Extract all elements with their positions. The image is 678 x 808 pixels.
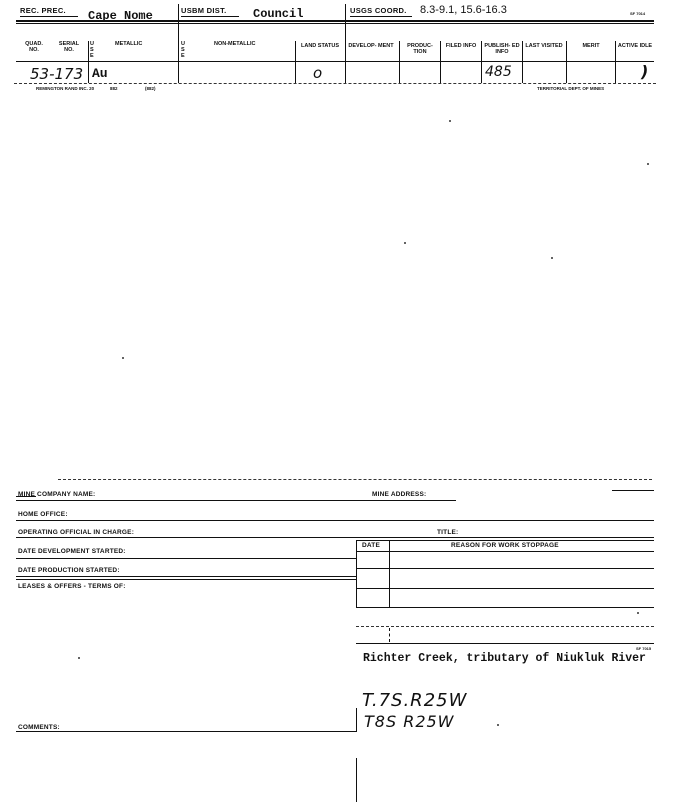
use-letters-metallic: U S E bbox=[90, 41, 94, 59]
published-info-value: 485 bbox=[485, 64, 512, 80]
printer-code-2: (882) bbox=[145, 86, 156, 91]
production-header: PRODUC- TION bbox=[407, 43, 433, 55]
merit-header: MERIT bbox=[582, 43, 600, 49]
usbm-dist-label: USBM DIST. bbox=[181, 6, 227, 15]
land-status-value: o bbox=[313, 64, 323, 82]
township-range-2: T8S R25W bbox=[364, 712, 455, 731]
last-visited-header: LAST VISITED bbox=[525, 43, 563, 49]
rec-prec-value: Cape Nome bbox=[88, 9, 153, 23]
metallic-header: METALLIC bbox=[115, 41, 143, 47]
title-label: TITLE: bbox=[437, 529, 459, 536]
record-bottom-rule bbox=[14, 83, 656, 84]
home-office-label: HOME OFFICE: bbox=[18, 511, 68, 518]
township-range-1: T.7S.R25W bbox=[362, 690, 468, 711]
quad-no-header: QUAD. NO. bbox=[25, 41, 43, 53]
metallic-value: Au bbox=[92, 66, 108, 81]
mine-address-label: MINE ADDRESS: bbox=[372, 491, 427, 498]
active-idle-value: ) bbox=[641, 62, 649, 81]
usbm-dist-underline bbox=[181, 16, 239, 17]
printer-code: 882 bbox=[110, 86, 118, 91]
usgs-coord-label: USGS COORD. bbox=[350, 6, 407, 15]
non-metallic-header: NON-METALLIC bbox=[214, 41, 256, 47]
filed-info-header: FILED INFO bbox=[445, 43, 477, 49]
use-letters-nonmetallic: U S E bbox=[181, 41, 185, 59]
header-rule bbox=[16, 20, 654, 22]
reason-column-header: REASON FOR WORK STOPPAGE bbox=[451, 542, 559, 549]
land-status-header: LAND STATUS bbox=[301, 43, 339, 49]
column-header-rule bbox=[16, 61, 654, 62]
comments-label: COMMENTS: bbox=[18, 724, 60, 731]
usgs-coord-underline bbox=[350, 16, 412, 17]
development-header: DEVELOP- MENT bbox=[348, 43, 394, 49]
usbm-dist-value: Council bbox=[253, 7, 304, 21]
operating-official-label: OPERATING OFFICIAL IN CHARGE: bbox=[18, 529, 135, 536]
usgs-coord-value: 8.3-9.1, 15.6-16.3 bbox=[420, 4, 507, 16]
mine-company-label: MINE COMPANY NAME: bbox=[18, 491, 96, 498]
location-description: Richter Creek, tributary of Niukluk River bbox=[363, 652, 646, 665]
quad-serial-value: 53-173 bbox=[30, 65, 84, 83]
form-number-bottom: SF 7015 bbox=[636, 646, 652, 651]
active-idle-header: ACTIVE IDLE bbox=[617, 43, 653, 49]
serial-no-header: SERIAL NO. bbox=[58, 41, 80, 53]
date-column-header: DATE bbox=[362, 542, 381, 549]
date-development-label: DATE DEVELOPMENT STARTED: bbox=[18, 548, 126, 555]
rec-prec-underline bbox=[20, 16, 78, 17]
rec-prec-label: REC. PREC. bbox=[20, 6, 66, 15]
leases-offers-label: LEASES & OFFERS - TERMS OF: bbox=[18, 583, 126, 590]
printer-credit: REMINGTON RAND INC. 20 bbox=[36, 86, 95, 91]
form-number-top: SF 7014 bbox=[630, 11, 646, 16]
department-credit: TERRITORIAL DEPT. OF MINES bbox=[537, 86, 605, 91]
published-info-header: PUBLISH- ED INFO bbox=[484, 43, 520, 55]
date-production-label: DATE PRODUCTION STARTED: bbox=[18, 567, 120, 574]
